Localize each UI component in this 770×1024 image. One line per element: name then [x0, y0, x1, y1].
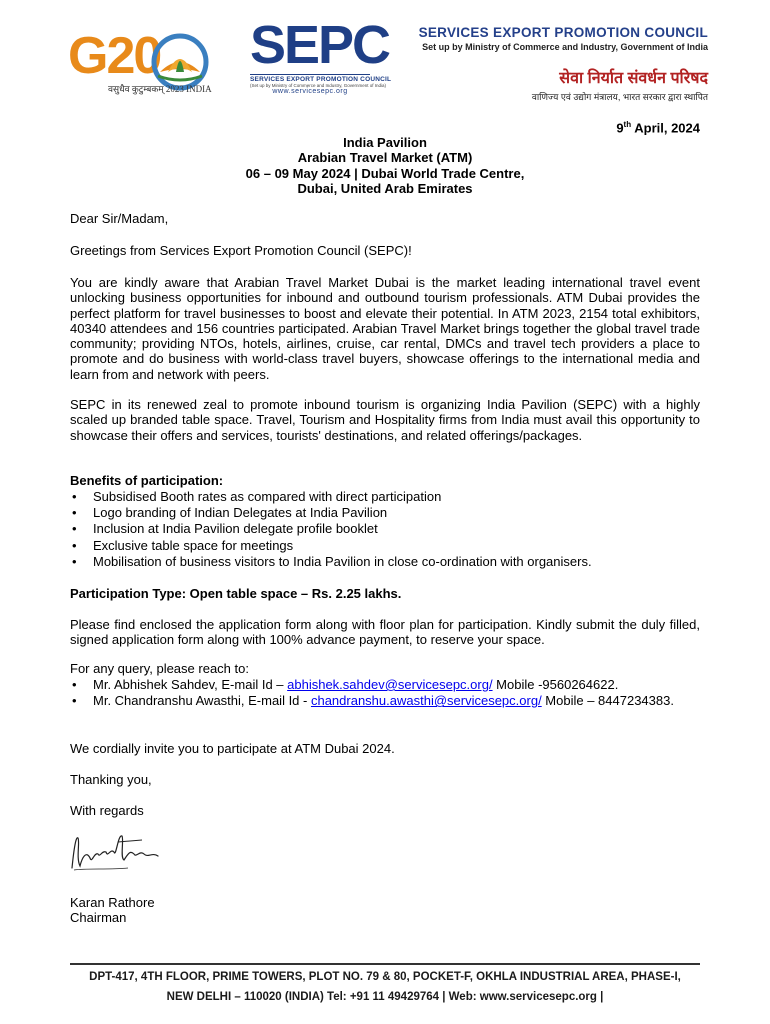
benefit-item: • Logo branding of Indian Delegates at India Pavilion	[70, 505, 700, 521]
closing-regards: With regards	[70, 803, 144, 818]
footer-address-line-2: NEW DELHI – 110020 (INDIA) Tel: +91 11 49429764 | Web: www.servicesepc.org |	[166, 991, 604, 1003]
contact-list	[70, 677, 700, 709]
contact-suffix: Mobile – 8447234383.	[541, 693, 674, 709]
council-title: SERVICES EXPORT PROMOTION COUNCIL	[418, 25, 708, 40]
contact-item	[70, 693, 700, 709]
council-hindi-subtitle: वाणिज्य एवं उद्योग मंत्रालय, भारत सरकार द्वारा स्थापित	[531, 92, 708, 102]
paragraph-application: Please find enclosed the application form along with floor plan for participation. Kindly submit the duly filled, signed application form along with 100% advance payment, to reserve your space.	[70, 617, 700, 648]
invitation: We cordially invite you to participate at ATM Dubai 2024.	[70, 741, 395, 756]
benefits-heading: Benefits of participation:	[70, 473, 224, 488]
sepc-logo-url: www.servicesepc.org	[272, 88, 348, 95]
closing-thanks: Thanking you,	[70, 772, 152, 787]
benefit-item: • Exclusive table space for meetings	[70, 538, 700, 554]
footer-divider	[70, 963, 700, 965]
council-hindi-title: सेवा निर्यात संवर्धन परिषद	[559, 70, 708, 87]
letter-date	[616, 120, 700, 135]
council-subtitle: Set up by Ministry of Commerce and Industry, Government of India	[422, 42, 708, 52]
date-rest: April, 2024	[631, 120, 700, 136]
query-intro: For any query, please reach to:	[70, 661, 249, 676]
event-title-line-4: Dubai, United Arab Emirates	[297, 180, 473, 196]
footer-address-line-1: DPT-417, 4TH FLOOR, PRIME TOWERS, PLOT NO. 79 & 80, POCKET-F, OKHLA INDUSTRIAL AREA, PHASE-I,	[89, 971, 681, 983]
signatory-name: Karan Rathore	[70, 895, 155, 910]
signature-image	[68, 828, 168, 876]
contact-email-link[interactable]: chandranshu.awasthi@servicesepc.org/	[310, 693, 542, 709]
sepc-logo	[250, 15, 392, 102]
contact-prefix: Mr. Chandranshu Awasthi, E-mail Id -	[93, 693, 311, 709]
council-heading	[419, 25, 708, 103]
contact-suffix: Mobile -9560264622.	[492, 677, 619, 692]
event-title-line-1: India Pavilion	[343, 135, 427, 150]
event-title	[70, 135, 700, 196]
contact-item	[70, 677, 700, 693]
participation-type: Participation Type: Open table space – Rs. 2.25 lakhs.	[70, 586, 402, 601]
sepc-logo-word: SEPC	[250, 15, 390, 75]
g20-logo	[68, 22, 218, 102]
g20-logo-subtitle: वसुधैव कुटुम्बकम् 2023 INDIA	[108, 84, 212, 94]
sepc-logo-sub: (Set up by Ministry of Commerce and Industry, Government of India)	[250, 83, 386, 88]
event-title-line-2: Arabian Travel Market (ATM)	[297, 150, 473, 166]
benefits-list	[70, 489, 700, 570]
sepc-logo-name: SERVICES EXPORT PROMOTION COUNCIL	[250, 76, 392, 83]
contact-email-link[interactable]: abhishek.sahdev@servicesepc.org/	[287, 677, 493, 692]
benefit-item: • Inclusion at India Pavilion delegate profile booklet	[70, 521, 700, 537]
paragraph-atm-intro: You are kindly aware that Arabian Travel Market Dubai is the market leading international travel event unlocking business opportunities for inbound and outbound tourism professionals. ATM Dubai provides the perfect platform for travel businesses to boost and elevate their potential. In ATM 2023, 2154 total exhibitors, 40340 attendees and 156 countries participated. Arabian Travel Market brings together the global travel trade community; providing NTOs, hotels, airlines, cruise, car rental, DMCs and travel tech providers a place to promote and do business with world-class travel buyers, showcase offerings to the international media and learn from and network with peers.	[70, 275, 700, 382]
signatory-designation: Chairman	[70, 910, 127, 925]
salutation: Dear Sir/Madam,	[70, 211, 169, 226]
date-day: 9	[616, 120, 624, 136]
event-title-line-3: 06 – 09 May 2024 | Dubai World Trade Centre,	[245, 165, 525, 181]
benefit-item: • Subsidised Booth rates as compared with direct participation	[70, 489, 700, 505]
g20-logo-mark: G20	[68, 27, 161, 85]
paragraph-sepc-pavilion: SEPC in its renewed zeal to promote inbound tourism is organizing India Pavilion (SEPC) with a highly scaled up branded table space. Travel, Tourism and Hospitality firms from India must avail this opportunity to showcase their offers and services, tourists' destinations, and related offerings/packages.	[70, 397, 700, 443]
date-suffix: th	[623, 120, 632, 129]
contact-prefix: Mr. Abhishek Sahdev, E-mail Id –	[93, 677, 288, 692]
greeting: Greetings from Services Export Promotion Council (SEPC)!	[70, 243, 412, 258]
benefit-item: • Mobilisation of business visitors to India Pavilion in close co-ordination with organisers.	[70, 554, 700, 570]
